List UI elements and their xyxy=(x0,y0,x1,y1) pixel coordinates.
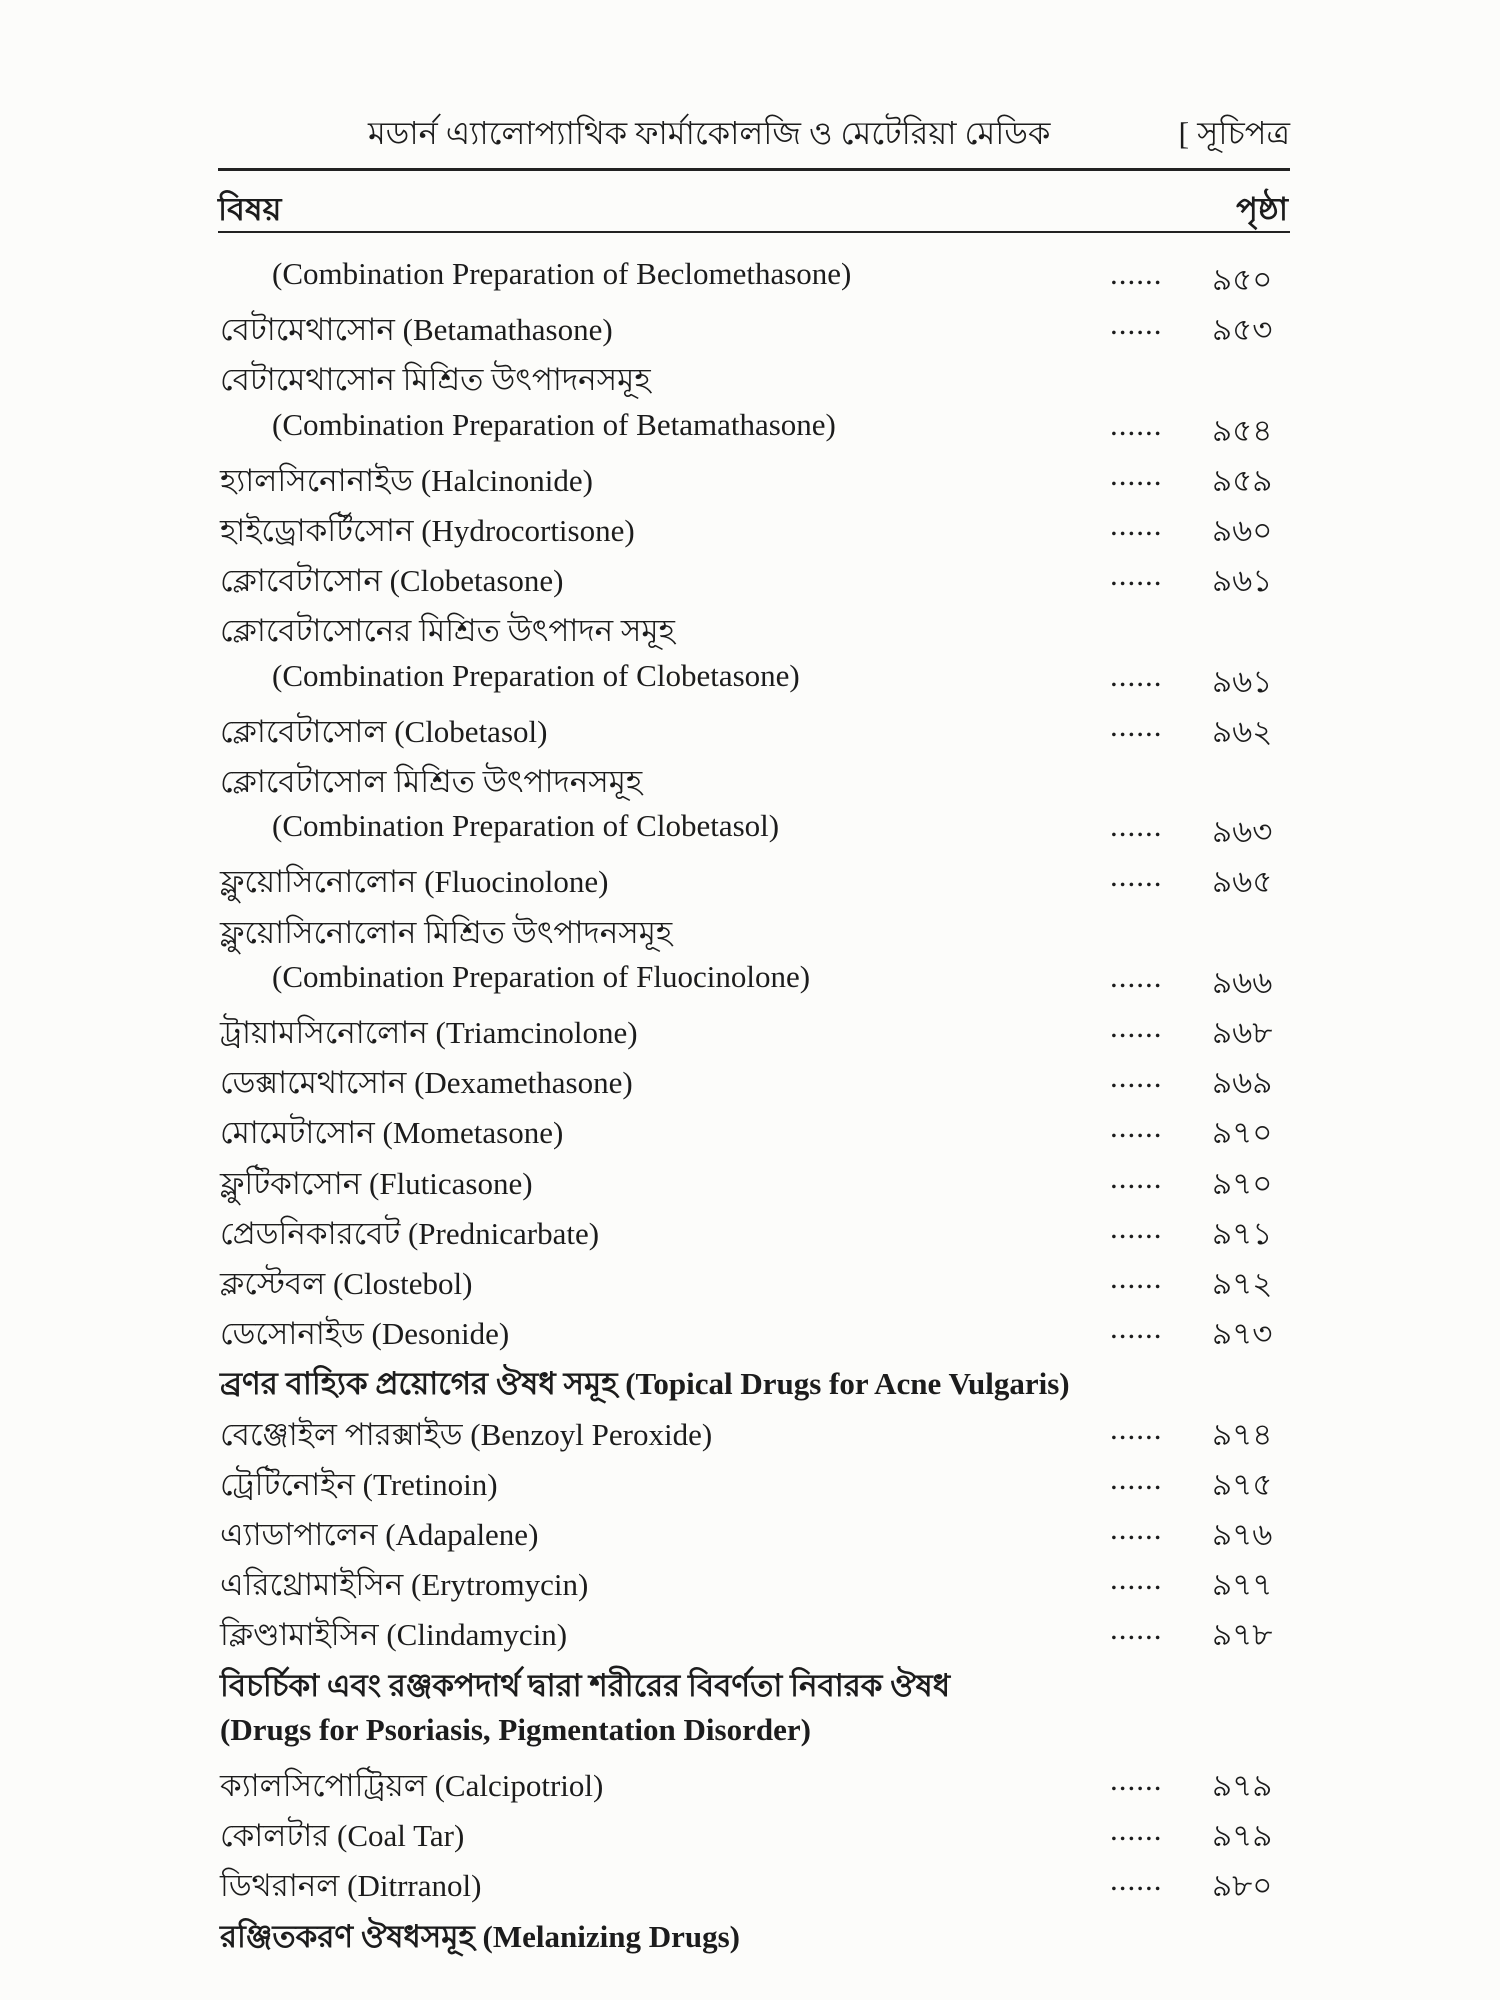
toc-entry xyxy=(0,658,1500,702)
entry-page-number: ৯৬১ xyxy=(1212,664,1273,699)
column-header-subject: বিষয় xyxy=(218,191,282,227)
entry-leader-dots: ...... xyxy=(1110,1160,1163,1195)
entry-leader-dots: ...... xyxy=(1110,1310,1163,1345)
entry-label: ফ্লুটিকাসোন (Fluticasone) xyxy=(220,1166,533,1201)
toc-entry xyxy=(0,1059,1500,1103)
entry-leader-dots: ...... xyxy=(1110,1862,1163,1897)
toc-entry xyxy=(0,1561,1500,1605)
section-heading xyxy=(0,1913,1500,1957)
entry-label: ক্যালসিপোট্রিয়ল (Calcipotriol) xyxy=(220,1768,604,1803)
entry-page-number: ৯৬১ xyxy=(1212,563,1273,598)
entry-page-number: ৯৬৫ xyxy=(1212,864,1273,899)
entry-leader-dots: ...... xyxy=(1110,457,1163,492)
entry-label: (Combination Preparation of Beclomethasone) xyxy=(272,256,852,291)
toc-entry xyxy=(0,306,1500,350)
entry-leader-dots: ...... xyxy=(1110,1109,1163,1144)
entry-label: এ্যাডাপালেন (Adapalene) xyxy=(220,1517,539,1552)
column-header-page: পৃষ্ঠা xyxy=(1236,191,1288,227)
entry-label: ট্রেটিনোইন (Tretinoin) xyxy=(220,1467,498,1502)
toc-entry xyxy=(0,607,1500,651)
entry-leader-dots: ...... xyxy=(1110,306,1163,341)
toc-entry xyxy=(0,959,1500,1003)
entry-label: ক্লোবেটাসোনের মিশ্রিত উৎপাদন সমূহ xyxy=(220,613,675,648)
toc-entry xyxy=(0,808,1500,852)
column-header-rule xyxy=(218,231,1290,233)
entry-page-number: ৯৭৯ xyxy=(1212,1768,1273,1803)
entry-label: ডেক্সামেথাসোন (Dexamethasone) xyxy=(220,1065,633,1100)
entry-label: ব্রণর বাহ্যিক প্রয়োগের ঔষধ সমূহ (Topical Drugs for Acne Vulgaris) xyxy=(220,1366,1070,1401)
entry-label: ক্লোবেটাসোল (Clobetasol) xyxy=(220,714,548,749)
entry-label: প্রেডনিকারবেট (Prednicarbate) xyxy=(220,1216,600,1251)
entry-label: রঞ্জিতকরণ ঔষধসমূহ (Melanizing Drugs) xyxy=(220,1919,740,1954)
toc-entry xyxy=(0,1310,1500,1354)
entry-leader-dots: ...... xyxy=(1110,1059,1163,1094)
entry-label: ক্লস্টেবল (Clostebol) xyxy=(220,1266,473,1301)
entry-page-number: ৯৭৯ xyxy=(1212,1818,1273,1853)
entry-label: ডিথরানল (Ditrranol) xyxy=(220,1868,482,1903)
entry-page-number: ৯৮০ xyxy=(1212,1868,1273,1903)
entry-page-number: ৯৭৩ xyxy=(1212,1316,1273,1351)
entry-leader-dots: ...... xyxy=(1110,658,1163,693)
entry-leader-dots: ...... xyxy=(1110,808,1163,843)
toc-entry xyxy=(0,1611,1500,1655)
entry-leader-dots: ...... xyxy=(1110,1561,1163,1596)
entry-leader-dots: ...... xyxy=(1110,557,1163,592)
entry-page-number: ৯৭৬ xyxy=(1212,1517,1273,1552)
entry-page-number: ৯৭৮ xyxy=(1212,1617,1273,1652)
section-label: [ সূচিপত্র xyxy=(1178,115,1290,151)
toc-entry xyxy=(0,1411,1500,1455)
entry-leader-dots: ...... xyxy=(1110,407,1163,442)
toc-entry xyxy=(0,1862,1500,1906)
entry-label: কোলটার (Coal Tar) xyxy=(220,1818,465,1853)
entry-leader-dots: ...... xyxy=(1110,858,1163,893)
entry-label: (Drugs for Psoriasis, Pigmentation Disorder) xyxy=(220,1712,811,1747)
toc-entry xyxy=(0,457,1500,501)
entry-page-number: ৯৫৯ xyxy=(1212,463,1273,498)
entry-label: (Combination Preparation of Clobetasone) xyxy=(272,658,800,693)
entry-page-number: ৯৭০ xyxy=(1212,1115,1273,1150)
entry-label: ফ্লুয়োসিনোলোন মিশ্রিত উৎপাদনসমূহ xyxy=(220,915,673,950)
entry-label: ক্লোবেটাসোল মিশ্রিত উৎপাদনসমূহ xyxy=(220,764,643,799)
toc-entry xyxy=(0,858,1500,902)
entry-label: এরিথ্রোমাইসিন (Erytromycin) xyxy=(220,1567,589,1602)
entry-page-number: ৯৫৩ xyxy=(1212,312,1273,347)
header-rule xyxy=(218,168,1290,171)
entry-leader-dots: ...... xyxy=(1110,1411,1163,1446)
toc-entry xyxy=(0,1109,1500,1153)
toc-entry xyxy=(0,256,1500,300)
entry-leader-dots: ...... xyxy=(1110,1611,1163,1646)
entry-page-number: ৯৭৭ xyxy=(1212,1567,1273,1602)
toc-entry xyxy=(0,708,1500,752)
entry-label: ফ্লুয়োসিনোলোন (Fluocinolone) xyxy=(220,864,609,899)
toc-entry xyxy=(0,1812,1500,1856)
entry-leader-dots: ...... xyxy=(1110,507,1163,542)
entry-label: বেটামেথাসোন মিশ্রিত উৎপাদনসমূহ xyxy=(220,362,651,397)
toc-entry xyxy=(0,356,1500,400)
entry-page-number: ৯৫০ xyxy=(1212,262,1273,297)
section-heading xyxy=(0,1360,1500,1404)
toc-entry xyxy=(0,1160,1500,1204)
entry-leader-dots: ...... xyxy=(1110,1461,1163,1496)
entry-page-number: ৯৭৪ xyxy=(1212,1417,1273,1452)
entry-page-number: ৯৬৮ xyxy=(1212,1015,1273,1050)
toc-entry xyxy=(0,557,1500,601)
entry-label: বিচর্চিকা এবং রঞ্জকপদার্থ দ্বারা শরীরের বিবর্ণতা নিবারক ঔষধ xyxy=(220,1668,951,1703)
entry-label: (Combination Preparation of Fluocinolone) xyxy=(272,959,811,994)
entry-leader-dots: ...... xyxy=(1110,256,1163,291)
entry-page-number: ৯৬৯ xyxy=(1212,1065,1273,1100)
entry-label: (Combination Preparation of Betamathasone) xyxy=(272,407,836,442)
entry-page-number: ৯৬০ xyxy=(1212,513,1273,548)
toc-entry xyxy=(0,1009,1500,1053)
entry-page-number: ৯৬৬ xyxy=(1212,965,1273,1000)
toc-entry xyxy=(0,1461,1500,1505)
section-heading xyxy=(0,1662,1500,1706)
entry-label: ক্লোবেটাসোন (Clobetasone) xyxy=(220,563,564,598)
entry-leader-dots: ...... xyxy=(1110,1511,1163,1546)
entry-label: হাইড্রোকর্টিসোন (Hydrocortisone) xyxy=(220,513,635,548)
entry-page-number: ৯৭১ xyxy=(1212,1216,1273,1251)
entry-leader-dots: ...... xyxy=(1110,959,1163,994)
entry-leader-dots: ...... xyxy=(1110,1812,1163,1847)
entry-page-number: ৯৬২ xyxy=(1212,714,1273,749)
entry-leader-dots: ...... xyxy=(1110,1210,1163,1245)
entry-page-number: ৯৬৩ xyxy=(1212,814,1273,849)
toc-entry xyxy=(0,1762,1500,1806)
entry-label: বেঞ্জোইল পারক্সাইড (Benzoyl Peroxide) xyxy=(220,1417,713,1452)
toc-entry xyxy=(0,909,1500,953)
entry-label: ডেসোনাইড (Desonide) xyxy=(220,1316,510,1351)
entry-leader-dots: ...... xyxy=(1110,1762,1163,1797)
book-title: মডার্ন এ্যালোপ্যাথিক ফার্মাকোলজি ও মেটেরিয়া মেডিক xyxy=(368,115,1051,151)
entry-leader-dots: ...... xyxy=(1110,1009,1163,1044)
entry-label: ট্রায়ামসিনোলোন (Triamcinolone) xyxy=(220,1015,638,1050)
toc-entry xyxy=(0,1511,1500,1555)
toc-entry xyxy=(0,407,1500,451)
entry-label: (Combination Preparation of Clobetasol) xyxy=(272,808,780,843)
toc-entry xyxy=(0,758,1500,802)
toc-entry xyxy=(0,1210,1500,1254)
section-heading xyxy=(0,1712,1500,1756)
entry-page-number: ৯৭০ xyxy=(1212,1166,1273,1201)
entry-label: বেটামেথাসোন (Betamathasone) xyxy=(220,312,613,347)
entry-label: হ্যালসিনোনাইড (Halcinonide) xyxy=(220,463,593,498)
toc-entry xyxy=(0,1260,1500,1304)
entry-label: ক্লিণ্ডামাইসিন (Clindamycin) xyxy=(220,1617,568,1652)
entry-leader-dots: ...... xyxy=(1110,1260,1163,1295)
entry-label: মোমেটাসোন (Mometasone) xyxy=(220,1115,564,1150)
toc-entry xyxy=(0,507,1500,551)
entry-leader-dots: ...... xyxy=(1110,708,1163,743)
entry-page-number: ৯৫৪ xyxy=(1212,413,1273,448)
entry-page-number: ৯৭৫ xyxy=(1212,1467,1273,1502)
entry-page-number: ৯৭২ xyxy=(1212,1266,1273,1301)
